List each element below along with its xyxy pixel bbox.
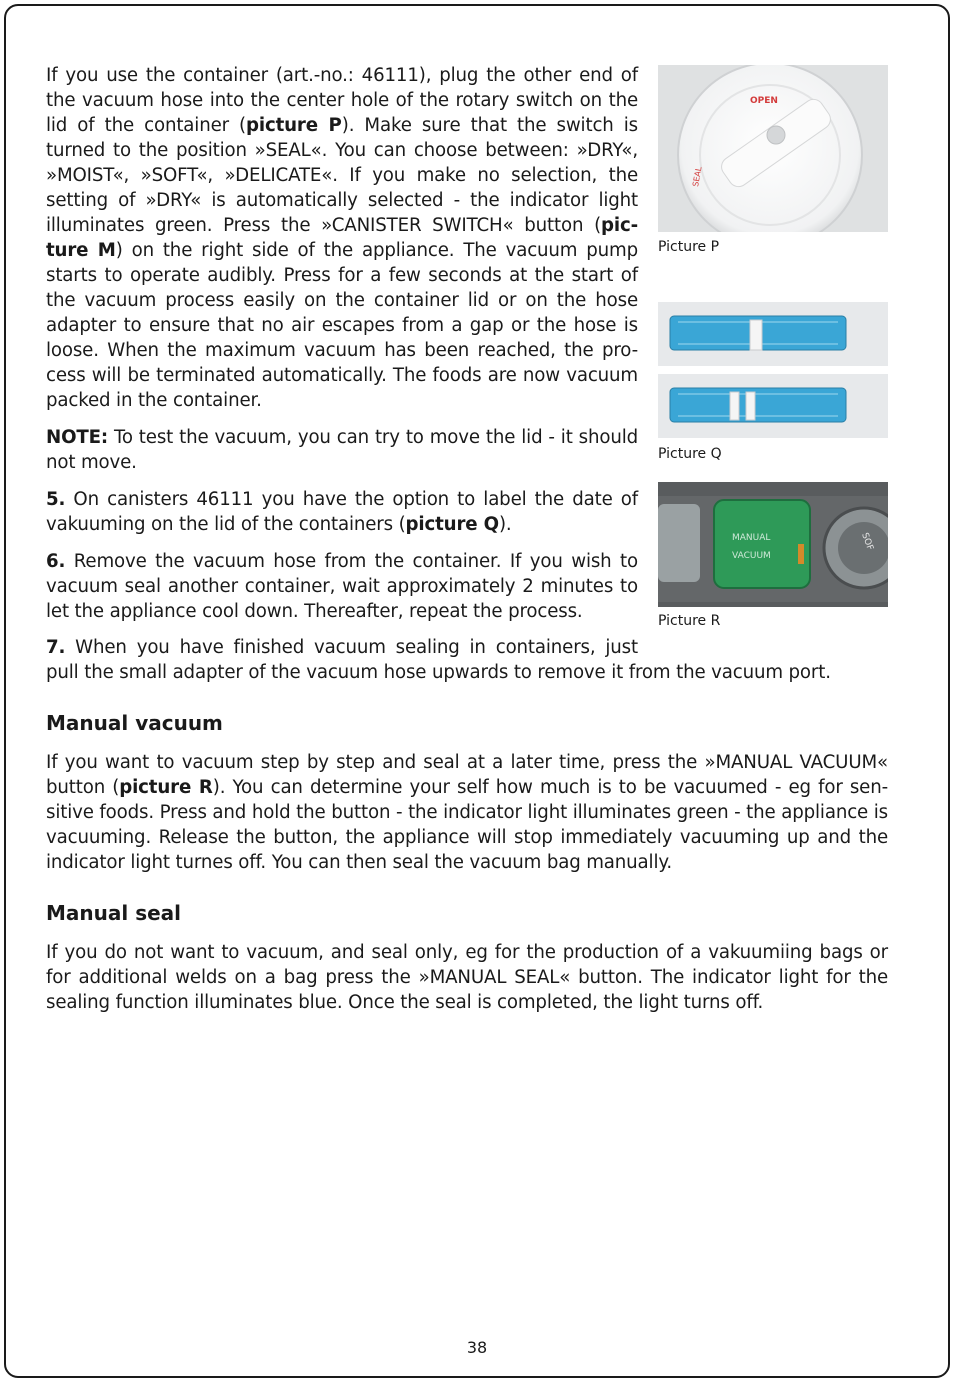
seal-label: SEAL <box>691 166 704 188</box>
step-5-text <box>46 487 638 537</box>
bold-run: 6. <box>46 551 66 572</box>
manual-vacuum-text <box>46 750 888 875</box>
date-label-illustration <box>658 302 888 438</box>
caption-picture-p: Picture P <box>658 239 720 255</box>
step-7-line-1 <box>46 635 638 660</box>
step-6-text <box>46 549 638 624</box>
bold-run: 7. <box>46 637 66 658</box>
container-lid-illustration <box>658 65 888 232</box>
text-run: ). You can determine your self how much is to be vacuumed - eg for sen-sitive foods. Press and hold the button - the indicator light illuminates green - the appliance is vacuuming. Release the button, the appliance will stop immediately vacuuming up and the indicator light turnes off. You can then seal the vacuum bag manually. <box>46 777 888 873</box>
text-run: If you use the container (art.-no.: 46111), plug the other end of the vacuum hose into the center hole of the rotary switch on the lid of the container ( <box>46 65 638 136</box>
note-text <box>46 425 638 475</box>
step-7-text-2: pull the small adapter of the vacuum hose upwards to remove it from the vacuum port. <box>46 662 831 683</box>
manual-vacuum-section <box>46 750 888 875</box>
heading-manual-vacuum: Manual vacuum <box>46 711 223 735</box>
picture-r-image <box>658 482 888 607</box>
manual-label: MANUAL <box>732 533 771 543</box>
text-run: ) on the right side of the appliance. The vacuum pump starts to operate audibly. Press for a few seconds at the start of the vacuum process easily on the container lid or on the hose adapter to ensure that no air escapes from a gap or the hose is loose. When the maximum vacuum has been reached, the pro-cess will be terminated automatically. The foods are now vacuum packed in the container. <box>46 240 638 411</box>
picture-q-image <box>658 302 888 438</box>
bold-run: 5. <box>46 489 66 510</box>
bold-run: picture Q <box>405 514 499 535</box>
text-run: To test the vacuum, you can try to move the lid - it should not move. <box>46 427 638 473</box>
step-6 <box>46 549 638 624</box>
note-block <box>46 425 638 475</box>
step-7-line-2 <box>46 660 888 685</box>
text-run: Remove the vacuum hose from the container. If you wish to vacuum seal another container, wait approximately 2 minutes to let the appliance cool down. Thereafter, repeat the process. <box>46 551 638 622</box>
caption-picture-q: Picture Q <box>658 446 722 462</box>
step-5 <box>46 487 638 537</box>
picture-p-image <box>658 65 888 232</box>
text-run: ). Make sure that the switch is turned to the position »SEAL«. You can choose between: »DRY«, »MOIST«, »SOFT«, »DELICATE«. If you make no selection, the setting of »DRY« is automatically selected - the indicator light illuminates green. Press the »CANISTER SWITCH« button ( <box>46 115 638 236</box>
soft-label: SOF <box>859 531 875 552</box>
step-7-text-1 <box>46 635 638 660</box>
paragraph-container-usage <box>46 63 638 413</box>
manual-seal-section <box>46 940 888 1015</box>
text-run: If you do not want to vacuum, and seal only, eg for the production of a vakuumiing bags or for additional welds on a bag press the »MANUAL SEAL« button. The indicator light for the sealing function illuminates blue. Once the seal is completed, the light turns off. <box>46 942 888 1013</box>
text-run: ). <box>498 514 512 535</box>
bold-run: NOTE: <box>46 427 109 448</box>
open-label: OPEN <box>750 96 778 106</box>
text-run: When you have finished vacuum sealing in containers, just <box>65 637 638 658</box>
page-number: 38 <box>466 1338 488 1357</box>
manual-seal-text <box>46 940 888 1015</box>
heading-manual-seal: Manual seal <box>46 901 182 925</box>
bold-run: pic-ture M <box>46 215 638 261</box>
bold-run: picture P <box>245 115 342 136</box>
text-run: On canisters 46111 you have the option to label the date of vakuuming on the lid of the containers ( <box>46 489 638 535</box>
text-run: If you want to vacuum step by step and seal at a later time, press the »MANUAL VACUUM« button ( <box>46 752 888 798</box>
manual-vacuum-button-illustration <box>658 482 888 607</box>
bold-run: picture R <box>119 777 213 798</box>
caption-picture-r: Picture R <box>658 613 721 629</box>
vacuum-label: VACUUM <box>732 551 771 561</box>
para-container-instructions <box>46 63 638 413</box>
